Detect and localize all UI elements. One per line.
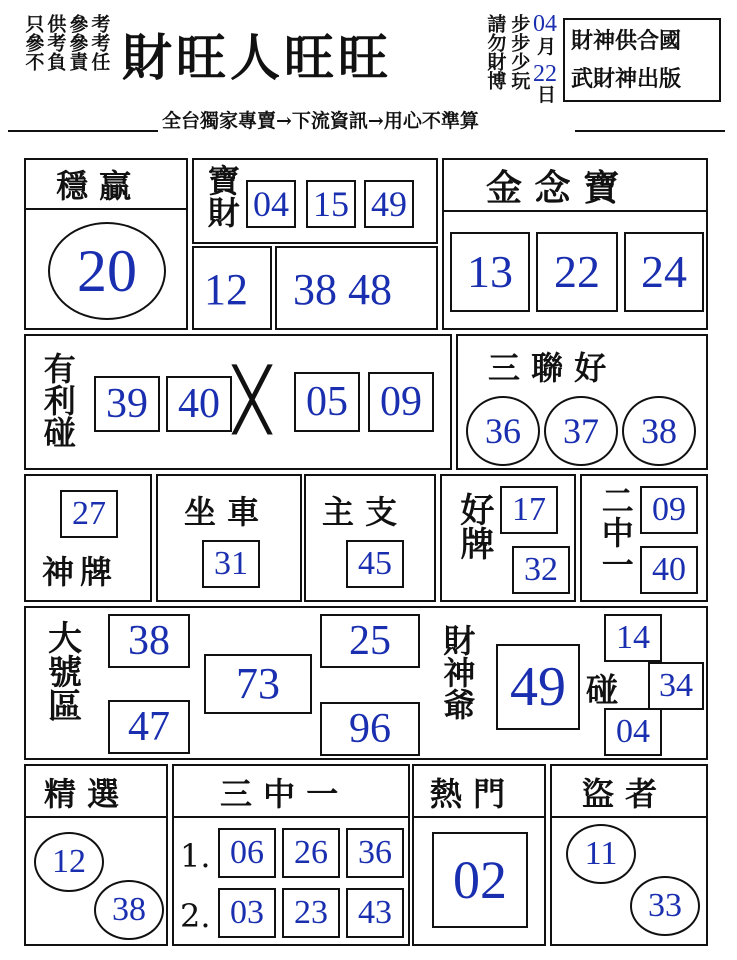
zuoche-number: 31: [202, 540, 260, 588]
slogan: 全台獨家專賣→下流資訊→用心不準算: [162, 110, 479, 132]
haopai-number-1: 17: [500, 486, 558, 534]
date-day-label: 日: [537, 84, 557, 106]
publisher-box: [563, 18, 721, 102]
baocai-sub-left: [192, 246, 272, 330]
jinnianbao-number-3: 24: [624, 232, 704, 312]
jingxuan-number-2: 38: [94, 880, 164, 940]
jinnianbao-section: [442, 158, 708, 330]
jingxuan-title: 精 選: [44, 775, 120, 813]
youlipeng-left-2: 40: [166, 376, 232, 432]
sanlianhao-number-2: 37: [544, 396, 618, 466]
jingxuan-section: [24, 764, 168, 946]
caishenye-peng-label: 碰: [586, 671, 619, 709]
dahaoqu-label: 大號區: [41, 620, 82, 722]
slogan-line-right: [575, 130, 725, 132]
erzhongyi-number-2: 40: [640, 546, 698, 594]
warning-col-1: 請勿財博: [484, 14, 507, 90]
sanzhongyi-row-1-number-1: 06: [218, 828, 276, 878]
jinnianbao-title: 金 念 寶: [486, 167, 620, 209]
baocai-label: 寶財: [202, 164, 241, 228]
shenpai-number: 27: [60, 490, 118, 538]
caishenye-label: 財神爺: [438, 624, 477, 720]
wenying-title: 穩 贏: [56, 167, 132, 205]
baocai-number-3: 49: [364, 180, 414, 228]
disclaimer-col-3: 參參責: [66, 14, 89, 71]
youlipeng-right-2: 09: [368, 372, 434, 432]
dahaoqu-right-2: 96: [320, 702, 420, 756]
erzhongyi-section: [580, 474, 708, 602]
daozhe-section: [550, 764, 708, 946]
remen-divider: [412, 816, 546, 818]
publisher-line-1: 財神供合國: [571, 28, 682, 54]
sanzhongyi-section: [172, 764, 410, 946]
shenpai-label: 神牌: [42, 553, 119, 591]
dahaoqu-left-1: 38: [108, 614, 190, 668]
remen-section: [412, 764, 546, 946]
slogan-line-left: [8, 130, 158, 132]
wenying-divider: [24, 208, 188, 210]
sanzhongyi-row-2-index: 2.: [180, 897, 211, 935]
wenying-number: 20: [48, 222, 166, 320]
dahaoqu-right-1: 25: [320, 614, 420, 668]
caishenye-number: 49: [496, 644, 580, 730]
page-title: 財旺人旺旺: [122, 28, 392, 87]
sanzhongyi-row-2-number-1: 03: [218, 888, 276, 938]
disclaimer-col-4: 考考任: [88, 14, 111, 71]
publisher-line-2: 武財神出版: [571, 66, 682, 92]
youlipeng-right-1: 05: [294, 372, 360, 432]
youlipeng-cross: ╳: [234, 365, 271, 435]
shenpai-section: [24, 474, 152, 602]
dahaoqu-section: [24, 606, 708, 760]
baocai-sub-right-numbers: 38 48: [293, 265, 392, 314]
remen-number: 02: [432, 832, 528, 928]
sanzhongyi-row-1-number-2: 26: [282, 828, 340, 878]
zuoche-title: 坐 車: [184, 493, 260, 531]
sanzhongyi-row-2-number-2: 23: [282, 888, 340, 938]
remen-title: 熱 門: [430, 775, 506, 813]
youlipeng-section: [24, 334, 452, 470]
haopai-section: [440, 474, 576, 602]
haopai-label: 好牌: [453, 492, 494, 560]
baocai-number-2: 15: [306, 180, 356, 228]
erzhongyi-number-1: 09: [640, 486, 698, 534]
zhuzhi-section: [304, 474, 436, 602]
sanzhongyi-row-1-number-3: 36: [346, 828, 404, 878]
warning-col-2: 步步少玩: [508, 14, 531, 90]
caishenye-peng-1: 14: [604, 614, 662, 662]
caishenye-peng-3: 04: [604, 708, 662, 756]
date-day: 22: [533, 61, 557, 87]
sanlianhao-title: 三 聯 好: [488, 349, 607, 387]
date-month: 04: [533, 11, 557, 37]
baocai-sub-right: [275, 246, 438, 330]
jingxuan-number-1: 12: [34, 832, 104, 892]
sanzhongyi-divider: [172, 816, 410, 818]
jingxuan-divider: [24, 816, 168, 818]
jinnianbao-divider: [442, 210, 708, 212]
wenying-section: [24, 158, 188, 330]
baocai-sub-left-number: 12: [204, 265, 248, 314]
jinnianbao-number-1: 13: [450, 232, 530, 312]
daozhe-number-1: 11: [566, 824, 636, 884]
haopai-number-2: 32: [512, 546, 570, 594]
disclaimer-col-2: 供考負: [44, 14, 67, 71]
youlipeng-label: 有利碰: [38, 352, 77, 448]
youlipeng-left-1: 39: [94, 376, 160, 432]
daozhe-title: 盜 者: [582, 775, 658, 813]
zhuzhi-title: 主 支: [322, 493, 398, 531]
zuoche-section: [156, 474, 302, 602]
dahaoqu-left-2: 47: [108, 700, 190, 754]
baocai-section: [192, 158, 438, 244]
sanzhongyi-row-2-number-3: 43: [346, 888, 404, 938]
zhuzhi-number: 45: [346, 540, 404, 588]
sanzhongyi-title: 三 中 一: [220, 775, 339, 813]
caishenye-peng-2: 34: [648, 662, 704, 710]
sanzhongyi-row-1-index: 1.: [180, 837, 211, 875]
sanlianhao-section: [456, 334, 708, 470]
sanlianhao-number-3: 38: [622, 396, 696, 466]
daozhe-divider: [550, 816, 708, 818]
disclaimer-col-1: 只參不: [22, 14, 45, 71]
date-month-label: 月: [537, 36, 557, 58]
daozhe-number-2: 33: [630, 876, 700, 936]
jinnianbao-number-2: 22: [536, 232, 618, 312]
dahaoqu-center: 73: [204, 654, 312, 714]
erzhongyi-label: 二中一: [596, 484, 635, 580]
baocai-number-1: 04: [246, 180, 296, 228]
sanlianhao-number-1: 36: [466, 396, 540, 466]
